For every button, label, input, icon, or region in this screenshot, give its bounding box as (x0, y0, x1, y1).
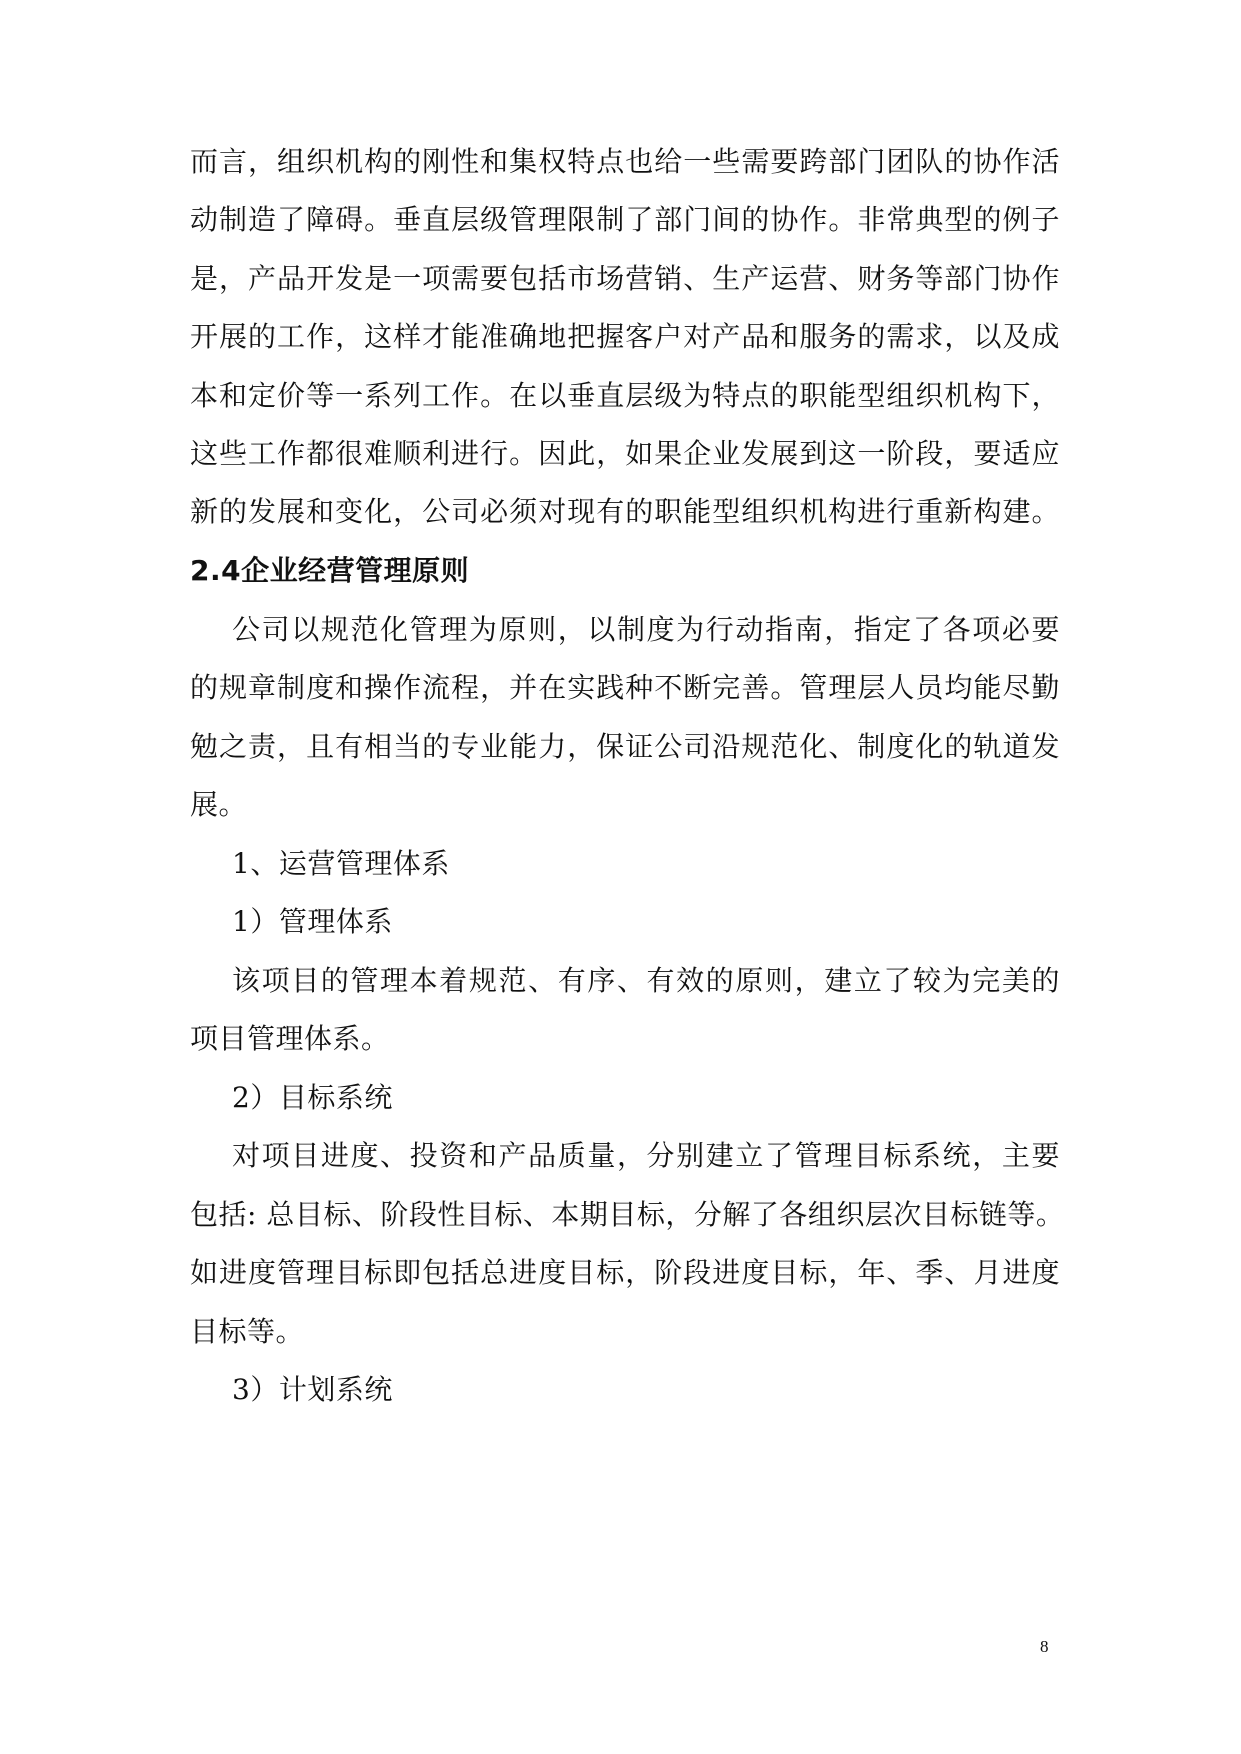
paragraph-line: 这些工作都很难顺利进行。因此，如果企业发展到这一阶段，要适应 (190, 437, 1060, 470)
paragraph-line: 项目管理体系。 (190, 1022, 390, 1055)
paragraph-line: 对项目进度、投资和产品质量，分别建立了管理目标系统，主要 (232, 1139, 1060, 1172)
paragraph-line: 目标等。 (190, 1315, 305, 1348)
sub-item-heading: 1）管理体系 (232, 905, 393, 938)
page-number: 8 (1040, 1637, 1049, 1656)
list-item-heading: 1、运营管理体系 (232, 847, 450, 880)
paragraph-line: 新的发展和变化，公司必须对现有的职能型组织机构进行重新构建。 (190, 495, 1060, 528)
paragraph-line: 开展的工作，这样才能准确地把握客户对产品和服务的需求，以及成 (190, 320, 1060, 353)
paragraph-line: 而言，组织机构的刚性和集权特点也给一些需要跨部门团队的协作活 (190, 145, 1060, 178)
sub-item-heading: 2）目标系统 (232, 1081, 393, 1114)
paragraph-line: 是，产品开发是一项需要包括市场营销、生产运营、财务等部门协作 (190, 262, 1060, 295)
paragraph-line: 包括: 总目标、阶段性目标、本期目标，分解了各组织层次目标链等。 (190, 1198, 1065, 1231)
paragraph-line: 公司以规范化管理为原则，以制度为行动指南，指定了各项必要 (232, 613, 1060, 646)
paragraph-line: 该项目的管理本着规范、有序、有效的原则，建立了较为完美的 (232, 964, 1060, 997)
paragraph-line: 勉之责，且有相当的专业能力，保证公司沿规范化、制度化的轨道发 (190, 730, 1060, 763)
sub-item-heading: 3）计划系统 (232, 1373, 393, 1406)
paragraph-line: 如进度管理目标即包括总进度目标，阶段进度目标，年、季、月进度 (190, 1256, 1060, 1289)
paragraph-line: 本和定价等一系列工作。在以垂直层级为特点的职能型组织机构下， (190, 379, 1060, 412)
paragraph-line: 的规章制度和操作流程，并在实践种不断完善。管理层人员均能尽勤 (190, 671, 1060, 704)
paragraph-line: 动制造了障碍。垂直层级管理限制了部门间的协作。非常典型的例子 (190, 203, 1060, 236)
section-heading: 2.4企业经营管理原则 (190, 554, 470, 587)
paragraph-line: 展。 (190, 788, 248, 821)
